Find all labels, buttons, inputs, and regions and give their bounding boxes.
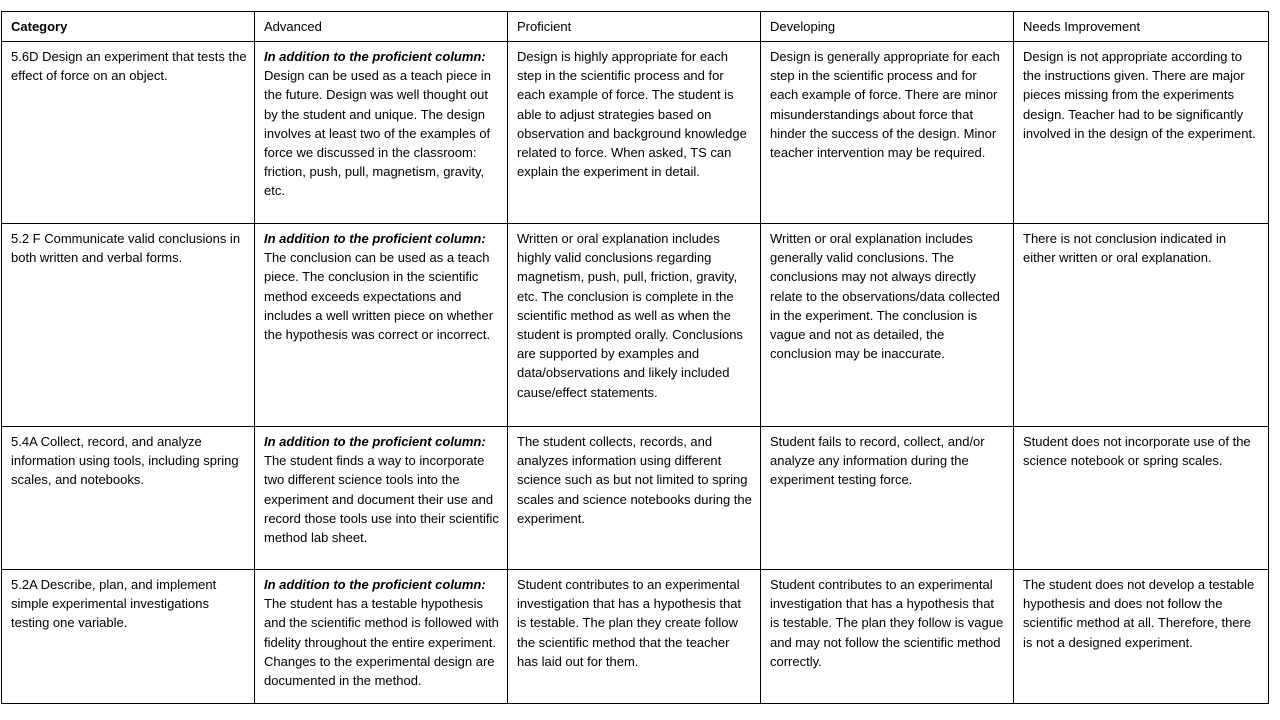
advanced-lead: In addition to the proficient column: <box>264 231 486 246</box>
rubric-table <box>1 11 1269 704</box>
needs-improvement-cell: The student does not develop a testable hypothesis and does not follow the scientific method at all. Therefore, there is not a designed experiment. <box>1014 570 1269 704</box>
developing-cell: Written or oral explanation includes generally valid conclusions. The conclusions may not always directly relate to the observations/data collected in the experiment. The conclusion is vague and not as detailed, the conclusion may be inaccurate. <box>761 224 1014 427</box>
advanced-text: Design can be used as a teach piece in the future. Design was well thought out by the student and unique. The design involves at least two of the examples of force we discussed in the classroom: friction, push, pull, magnetism, gravity, etc. <box>264 68 491 199</box>
table-row <box>2 224 1269 427</box>
proficient-cell: Written or oral explanation includes highly valid conclusions regarding magnetism, push, pull, friction, gravity, etc. The conclusion is complete in the scientific method as well as when the student is prompted orally. Conclusions are supported by examples and data/observations and likely included cause/effect statements. <box>508 224 761 427</box>
header-category: Category <box>2 12 255 42</box>
advanced-cell <box>255 427 508 570</box>
developing-cell: Design is generally appropriate for each step in the scientific process and for each example of force. There are minor misunderstandings about force that hinder the success of the design. Minor teacher intervention may be required. <box>761 42 1014 224</box>
proficient-cell: The student collects, records, and analyzes information using different science such as but not limited to spring scales and science notebooks during the experiment. <box>508 427 761 570</box>
advanced-cell <box>255 570 508 704</box>
advanced-lead: In addition to the proficient column: <box>264 577 486 592</box>
table-row <box>2 570 1269 704</box>
category-cell: 5.2A Describe, plan, and implement simple experimental investigations testing one variable. <box>2 570 255 704</box>
header-row <box>2 12 1269 42</box>
advanced-text: The student has a testable hypothesis and the scientific method is followed with fidelity throughout the entire experiment. Changes to the experimental design are documented in the method. <box>264 596 499 689</box>
advanced-text: The student finds a way to incorporate two different science tools into the experiment and document their use and record those tools use into their scientific method lab sheet. <box>264 453 499 546</box>
header-needs-improvement: Needs Improvement <box>1014 12 1269 42</box>
table-row <box>2 42 1269 224</box>
needs-improvement-cell: There is not conclusion indicated in either written or oral explanation. <box>1014 224 1269 427</box>
category-cell: 5.2 F Communicate valid conclusions in both written and verbal forms. <box>2 224 255 427</box>
header-developing: Developing <box>761 12 1014 42</box>
proficient-cell: Student contributes to an experimental investigation that has a hypothesis that is testable. The plan they create follow the scientific method that the teacher has laid out for them. <box>508 570 761 704</box>
advanced-cell <box>255 42 508 224</box>
category-cell: 5.6D Design an experiment that tests the effect of force on an object. <box>2 42 255 224</box>
needs-improvement-cell: Student does not incorporate use of the science notebook or spring scales. <box>1014 427 1269 570</box>
needs-improvement-cell: Design is not appropriate according to the instructions given. There are major pieces missing from the experiments design. Teacher had to be significantly involved in the design of the experiment. <box>1014 42 1269 224</box>
category-cell: 5.4A Collect, record, and analyze information using tools, including spring scales, and notebooks. <box>2 427 255 570</box>
table-row <box>2 427 1269 570</box>
advanced-lead: In addition to the proficient column: <box>264 434 486 449</box>
advanced-lead: In addition to the proficient column: <box>264 49 486 64</box>
developing-cell: Student contributes to an experimental investigation that has a hypothesis that is testable. The plan they follow is vague and may not follow the scientific method correctly. <box>761 570 1014 704</box>
header-advanced: Advanced <box>255 12 508 42</box>
advanced-cell <box>255 224 508 427</box>
developing-cell: Student fails to record, collect, and/or analyze any information during the experiment testing force. <box>761 427 1014 570</box>
proficient-cell: Design is highly appropriate for each step in the scientific process and for each example of force. The student is able to adjust strategies based on observation and background knowledge related to force. When asked, TS can explain the experiment in detail. <box>508 42 761 224</box>
header-proficient: Proficient <box>508 12 761 42</box>
advanced-text: The conclusion can be used as a teach piece. The conclusion in the scientific method exceeds expectations and includes a well written piece on whether the hypothesis was correct or incorrect. <box>264 250 494 343</box>
